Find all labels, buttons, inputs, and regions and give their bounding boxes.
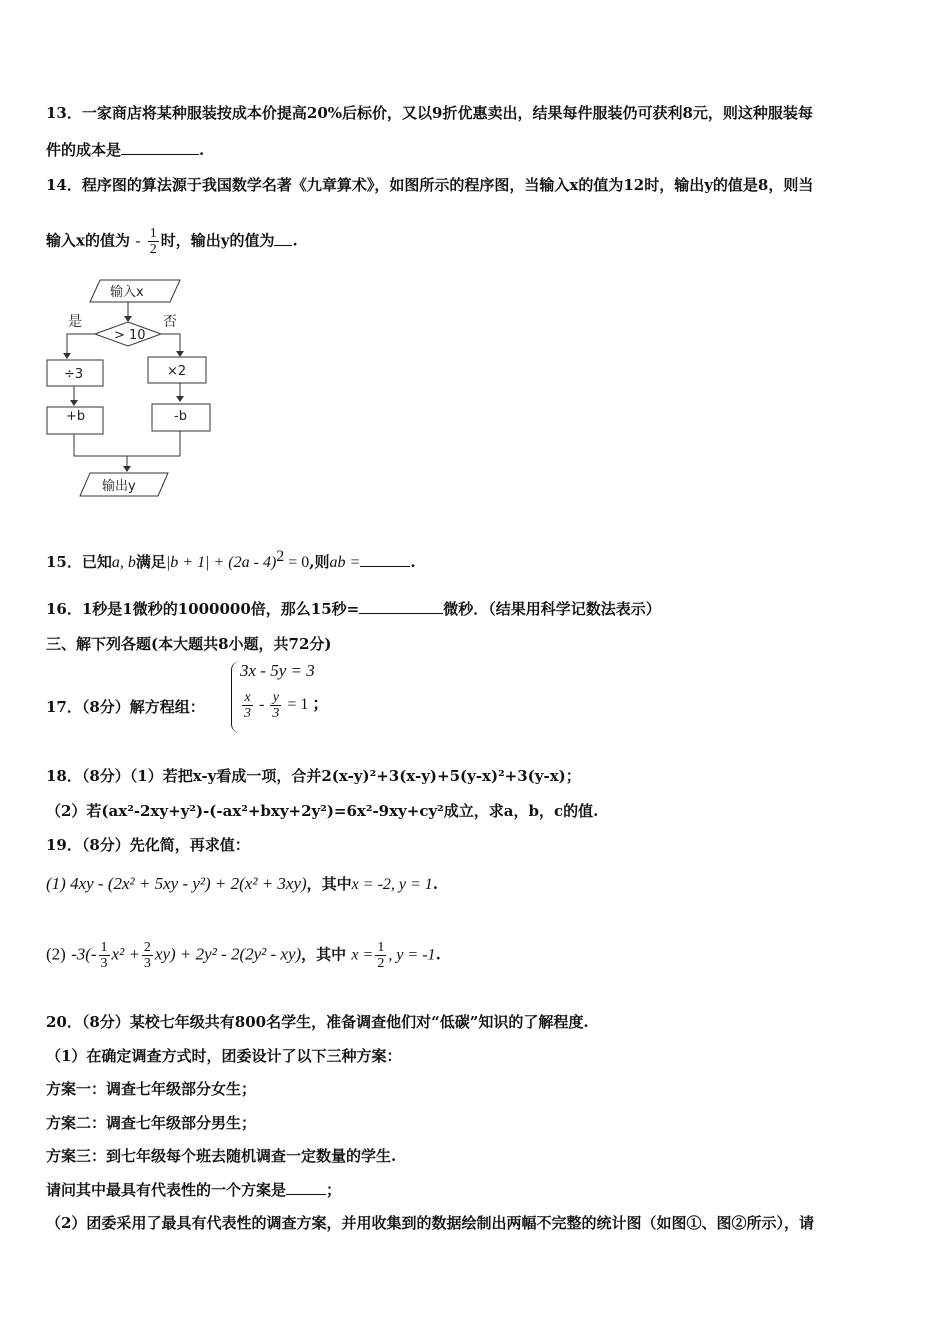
q20-line1: 20．（8分）某校七年级共有800名学生，准备调查他们对“低碳”知识的了解程度. [46, 1013, 589, 1031]
q14-line1: 14．程序图的算法源于我国数学名著《九章算术》，如图所示的程序图，当输入x的值为12时，输出y的值是8，则当 [46, 176, 814, 194]
q19-p2-end: . [435, 945, 441, 964]
q15-line [46, 548, 416, 573]
q13-answer-blank [121, 140, 199, 155]
q20-plan1: 方案一：调查七年级部分女生； [46, 1080, 257, 1098]
flow-div3-label: ÷3 [64, 367, 84, 382]
q19-p2-c: xy) + 2y² - 2(2y² - xy) [154, 944, 302, 964]
q15-vars: a, b [111, 554, 136, 571]
q15-answer-blank [360, 552, 410, 567]
q15-then: ,则 [309, 553, 330, 571]
flow-output-label: 输出y [102, 479, 136, 494]
q19-label: 19．（8分）先化简，再求值： [46, 836, 250, 854]
program-flowchart [40, 274, 240, 510]
q17-frac-y [270, 690, 281, 721]
q19-p1-end: . [432, 875, 439, 893]
q16-prefix: 16．1秒是1微秒的1000000倍，那么15秒= [46, 600, 360, 618]
q19-p2-label: (2) [46, 944, 66, 964]
flow-times2-label: ×2 [167, 364, 187, 379]
q19-p2-x: x = [351, 946, 374, 964]
q17-eq2-minus: - [259, 696, 265, 714]
q19-p2-fxd: 2 [377, 956, 385, 971]
q19-p2-y: , y = -1 [388, 946, 436, 964]
q14-minus: - [135, 232, 141, 250]
flow-minusb-label: -b [174, 409, 187, 424]
q19-p2-f1n: 1 [100, 940, 108, 955]
q17-label: 17．（8分）解方程组： [46, 698, 205, 716]
q17-eq2-rhs: = 1 [287, 696, 309, 714]
q19-p2-fxn: 1 [377, 940, 385, 955]
q14-frac-num: 1 [149, 226, 157, 241]
q15-end: . [410, 553, 416, 571]
q17-eq1: 3x - 5y = 3 [240, 661, 315, 680]
q20-ask [46, 1180, 341, 1200]
q16-answer-blank [359, 599, 443, 614]
q19-p1-vals: x = -2, y = 1 [351, 876, 433, 893]
q17-system-brace [231, 661, 240, 733]
q15-eq: = 0 [284, 554, 310, 571]
q14-line2-b: 时，输出y的值为 [160, 231, 275, 250]
q19-p2-b: x² + [111, 944, 140, 964]
q17-eq2-y: y [270, 690, 281, 706]
q18-line2: （2）若(ax²-2xy+y²)-(-ax²+bxy+2y²)=6x²-9xy+cy²成立，求a，b，c的值. [46, 802, 599, 820]
q14-line2-a: 输入x的值为 [46, 231, 130, 250]
q19-p2-frac2 [142, 940, 153, 971]
q19-p2-where: ，其中 [301, 945, 347, 964]
q19-part2 [46, 940, 441, 971]
section-3-heading: 三、解下列各题(本大题共8小题，共72分) [46, 635, 332, 653]
q19-p2-f2d: 3 [143, 956, 151, 971]
q19-p2-a: -3(- [71, 944, 97, 964]
q19-p2-fracx [375, 940, 386, 971]
q20-plan3: 方案三：到七年级每个班去随机调查一定数量的学生. [46, 1147, 397, 1165]
q20-answer-blank [286, 1180, 326, 1195]
q15-exp: 2 [276, 548, 285, 565]
q17-frac-x [242, 690, 253, 721]
q16-line [46, 599, 661, 619]
q20-line-last: （2）团委采用了最具有代表性的调查方案，并用收集到的数据绘制出两幅不完整的统计图（如图①、图②所示），请 [46, 1214, 814, 1232]
q15-expr: |b + 1| + (2a - 4) [165, 554, 277, 571]
q19-part1 [46, 874, 438, 895]
q15-ab: ab = [329, 554, 361, 571]
q19-p2-f2n: 2 [143, 940, 151, 955]
q13-line2 [46, 140, 204, 160]
flow-condition-label: > 10 [114, 328, 146, 343]
q20-line2: （1）在确定调查方式时，团委设计了以下三种方案： [46, 1047, 402, 1065]
q14-fraction [148, 226, 159, 257]
q15-prefix: 15．已知 [46, 553, 112, 571]
q15-mid: 满足 [135, 553, 166, 571]
q13-prefix: 件的成本是 [46, 141, 122, 159]
flow-yes-label: 是 [68, 314, 82, 330]
q14-frac-den: 2 [149, 242, 157, 257]
q19-p2-f1d: 3 [100, 956, 108, 971]
q20-plan2: 方案二：调查七年级部分男生； [46, 1114, 257, 1132]
q17-eq2-x: x [242, 690, 253, 706]
q13-line1: 13．一家商店将某种服装按成本价提高20%后标价，又以9折优惠卖出，结果每件服装仍可获利8元，则这种服装每 [46, 104, 813, 122]
q14-end: . [292, 231, 298, 250]
q17-eq2 [240, 690, 328, 721]
q19-p1-where: ，其中 [306, 875, 352, 893]
flow-no-label: 否 [163, 314, 177, 330]
flow-input-label: 输入x [110, 285, 144, 300]
q14-answer-blank [274, 231, 292, 246]
q13-suffix: . [199, 141, 205, 159]
q20-ask-prefix: 请问其中最具有代表性的一个方案是 [46, 1181, 287, 1199]
q17-eq2-den1: 3 [244, 706, 251, 721]
q14-line2 [46, 226, 298, 257]
q19-p2-frac1 [99, 940, 110, 971]
q17-eq2-den2: 3 [272, 706, 280, 721]
flow-plusb-label: +b [66, 409, 86, 424]
q20-ask-suffix: ； [326, 1181, 342, 1199]
q17-end: ； [312, 696, 329, 714]
q19-p1-expr: (1) 4xy - (2x² + 5xy - y²) + 2(x² + 3xy) [46, 874, 307, 893]
q16-suffix: 微秒．（结果用科学记数法表示） [443, 600, 661, 618]
q18-line1: 18．（8分）（1）若把x-y看成一项，合并2(x-y)²+3(x-y)+5(y-x)²+3(y-x)； [46, 767, 581, 785]
